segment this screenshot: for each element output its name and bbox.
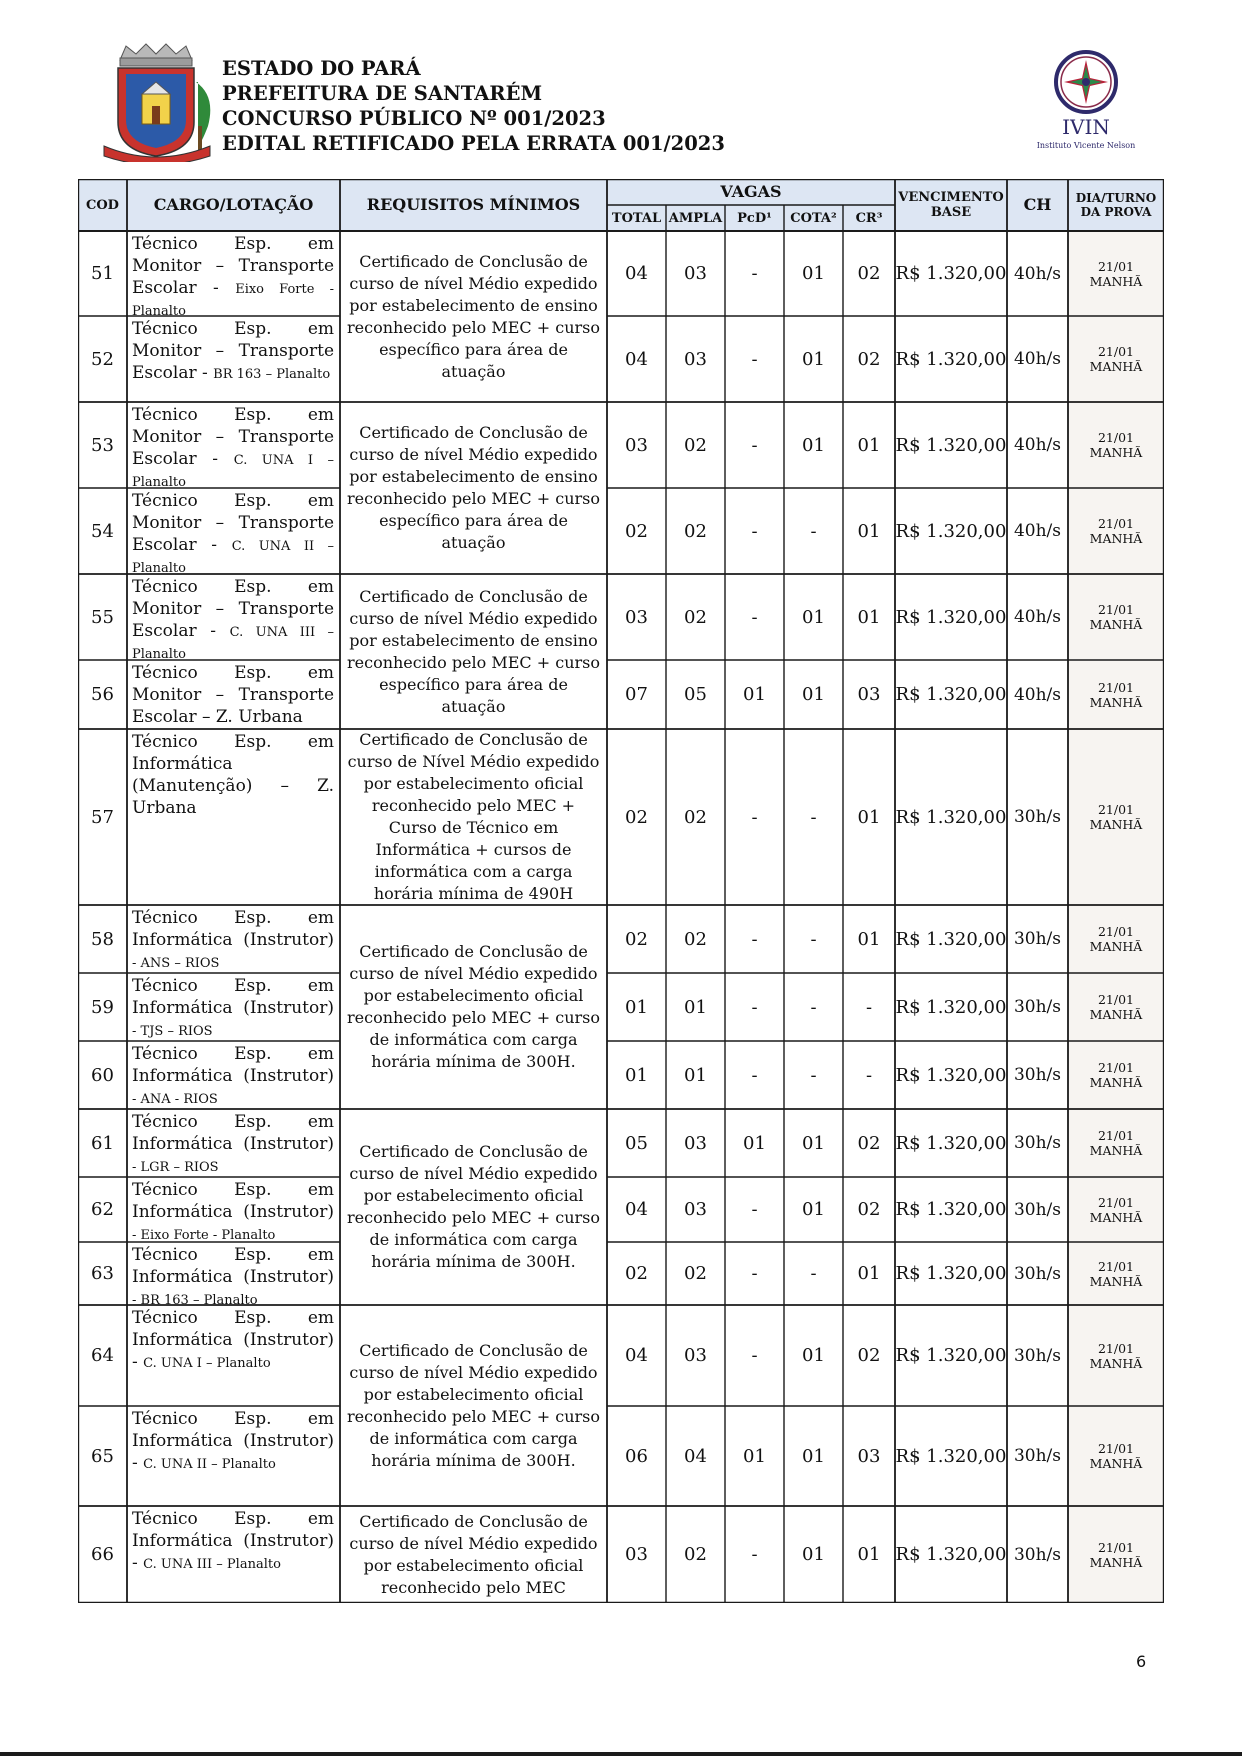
cell-requisitos: Certificado de Conclusão de curso de nível Médio expedido por estabelecimento de ensino reconhecido pelo MEC + curso específico para área de atuação bbox=[346, 251, 600, 381]
cargo-title: Técnico Esp. em Monitor – Transporte Escolar – Z. Urbana bbox=[132, 663, 334, 727]
cell-cr: 01 bbox=[857, 1544, 881, 1565]
header-contest: CONCURSO PÚBLICO Nº 001/2023 bbox=[222, 107, 606, 130]
cell-ampla: 02 bbox=[684, 1544, 707, 1565]
cell-ch: 30h/s bbox=[1013, 1065, 1062, 1085]
dia-date: 21/01 bbox=[1097, 802, 1135, 817]
cargo-title: Técnico Esp. em Informática (Instrutor) bbox=[132, 1044, 334, 1086]
ivin-logo-subtext: Instituto Vicente Nelson bbox=[1036, 141, 1136, 150]
cell-ch: 40h/s bbox=[1013, 435, 1062, 455]
cell-cota: 01 bbox=[802, 684, 825, 705]
cell-ch: 30h/s bbox=[1013, 1446, 1062, 1466]
cell-cr: 02 bbox=[857, 263, 881, 284]
cell-ampla: 03 bbox=[684, 1132, 707, 1154]
cell-cota: 01 bbox=[802, 1199, 825, 1220]
cargo-title: Técnico Esp. em Monitor – Transporte Escolar - bbox=[132, 319, 334, 383]
cell-cod: 63 bbox=[91, 1263, 114, 1284]
cell-ampla: 02 bbox=[684, 606, 707, 628]
vacancies-table bbox=[78, 179, 1164, 1603]
cargo-title: Técnico Esp. em Informática (Instrutor) - bbox=[132, 1409, 334, 1473]
cargo-lotacao: - Eixo Forte - Planalto bbox=[132, 1228, 276, 1242]
dia-date: 21/01 bbox=[1097, 992, 1135, 1007]
cell-vencimento: R$ 1.320,00 bbox=[895, 263, 1007, 284]
cell-pcd: 01 bbox=[743, 1132, 766, 1154]
cell-cota: 01 bbox=[802, 348, 825, 370]
cell-cota: 01 bbox=[802, 434, 825, 456]
cell-vencimento: R$ 1.320,00 bbox=[895, 1132, 1007, 1154]
cell-ch: 30h/s bbox=[1013, 1544, 1062, 1565]
cell-pcd: - bbox=[751, 1064, 758, 1086]
cell-ch: 30h/s bbox=[1013, 997, 1062, 1017]
cargo-title: Técnico Esp. em Monitor – Transporte Escolar - bbox=[132, 491, 334, 555]
cell-vencimento: R$ 1.320,00 bbox=[895, 1263, 1007, 1284]
header-dia-turno: DIA/TURNO DA PROVA bbox=[1075, 191, 1157, 219]
cell-cota: - bbox=[810, 928, 817, 950]
header-ampla: AMPLA bbox=[668, 210, 723, 226]
cell-dia-turno bbox=[1068, 316, 1164, 402]
header-edital: EDITAL RETIFICADO PELA ERRATA 001/2023 bbox=[222, 132, 725, 155]
cell-cod: 58 bbox=[91, 928, 114, 950]
cargo-lotacao: C. UNA III – Planalto bbox=[143, 1557, 281, 1572]
cell-vencimento: R$ 1.320,00 bbox=[895, 606, 1007, 628]
cell-pcd: - bbox=[751, 1263, 758, 1284]
cell-pcd: - bbox=[751, 1544, 758, 1565]
cell-cod: 51 bbox=[91, 263, 114, 284]
cell-total: 03 bbox=[625, 434, 648, 456]
cell-ampla: 02 bbox=[684, 806, 707, 828]
cell-total: 03 bbox=[625, 1544, 648, 1565]
cell-total: 06 bbox=[625, 1445, 648, 1467]
cell-vencimento: R$ 1.320,00 bbox=[895, 1445, 1007, 1467]
cell-dia-turno bbox=[1068, 1109, 1164, 1177]
cell-cr: - bbox=[865, 996, 873, 1018]
cell-requisitos: Certificado de Conclusão de curso de nível Médio expedido por estabelecimento oficial reconhecido pelo MEC + curso de informática com carga horária mínima de 300H. bbox=[346, 1340, 600, 1470]
cargo-title: Técnico Esp. em Informática (Instrutor) bbox=[132, 1180, 334, 1222]
cell-cr: 01 bbox=[857, 606, 881, 628]
cell-cargo bbox=[127, 488, 340, 574]
header-prefecture: PREFEITURA DE SANTARÉM bbox=[222, 82, 543, 105]
dia-turno: MANHÃ bbox=[1089, 273, 1143, 289]
cell-cota: - bbox=[810, 996, 817, 1018]
cell-pcd: - bbox=[751, 348, 758, 370]
cell-cargo bbox=[127, 1242, 340, 1305]
cell-pcd: - bbox=[751, 1345, 758, 1366]
cell-total: 04 bbox=[625, 348, 648, 370]
header-cota: COTA² bbox=[790, 210, 837, 226]
cargo-lotacao: C. UNA II – Planalto bbox=[132, 539, 334, 574]
cell-cod: 65 bbox=[91, 1445, 114, 1467]
cell-cod: 55 bbox=[91, 606, 114, 628]
dia-date: 21/01 bbox=[1097, 1128, 1135, 1143]
cell-total: 01 bbox=[625, 996, 648, 1018]
dia-turno: MANHÃ bbox=[1089, 1554, 1143, 1570]
cell-ampla: 03 bbox=[684, 1199, 707, 1220]
cell-cargo bbox=[127, 1305, 340, 1406]
ivin-logo-text: IVIN bbox=[1062, 115, 1110, 139]
cell-cr: 02 bbox=[857, 1345, 881, 1366]
cargo-lotacao: Eixo Forte - Planalto bbox=[132, 282, 334, 316]
cell-cargo bbox=[127, 231, 340, 316]
cell-pcd: 01 bbox=[743, 1445, 766, 1467]
cell-requisitos: Certificado de Conclusão de curso de nível Médio expedido por estabelecimento oficial reconhecido pelo MEC + curso de informática com carga horária mínima de 300H. bbox=[346, 942, 600, 1071]
cargo-title: Técnico Esp. em Monitor – Transporte Escolar - bbox=[132, 577, 334, 641]
dia-date: 21/01 bbox=[1097, 258, 1135, 274]
cargo-title: Técnico Esp. em Informática (Instrutor) - bbox=[132, 1308, 334, 1372]
dia-turno: MANHÃ bbox=[1089, 694, 1143, 710]
cell-ampla: 02 bbox=[684, 928, 707, 950]
cell-cr: 02 bbox=[857, 1199, 881, 1220]
cell-requisitos: Certificado de Conclusão de curso de nível Médio expedido por estabelecimento oficial reconhecido pelo MEC bbox=[349, 1511, 598, 1597]
header-cargo: CARGO/LOTAÇÃO bbox=[153, 195, 314, 214]
dia-turno: MANHÃ bbox=[1089, 1209, 1143, 1225]
page-number: 6 bbox=[1136, 1652, 1147, 1671]
cell-cod: 53 bbox=[91, 434, 114, 456]
cell-cota: 01 bbox=[802, 1445, 825, 1467]
cell-cota: - bbox=[810, 1064, 817, 1086]
dia-turno: MANHÃ bbox=[1089, 531, 1143, 546]
cell-pcd: - bbox=[751, 996, 758, 1018]
header-cr: CR³ bbox=[855, 210, 883, 226]
cell-cota: 01 bbox=[802, 263, 825, 284]
cell-total: 04 bbox=[625, 263, 648, 284]
cell-dia-turno bbox=[1068, 905, 1164, 973]
cell-total: 07 bbox=[625, 684, 648, 705]
cell-total: 05 bbox=[625, 1132, 648, 1154]
cell-dia-turno bbox=[1068, 488, 1164, 574]
cell-requisitos: Certificado de Conclusão de curso de nível Médio expedido por estabelecimento de ensino reconhecido pelo MEC + curso específico para área de atuação bbox=[346, 423, 600, 552]
cell-cr: 01 bbox=[857, 520, 881, 542]
cell-cr: 01 bbox=[857, 434, 881, 456]
document-header bbox=[222, 56, 725, 156]
cell-cargo bbox=[127, 660, 340, 729]
cell-total: 01 bbox=[625, 1064, 648, 1086]
cargo-lotacao: C. UNA I – Planalto bbox=[132, 453, 334, 488]
dia-turno: MANHÃ bbox=[1089, 939, 1143, 954]
dia-date: 21/01 bbox=[1097, 516, 1135, 531]
cell-total: 02 bbox=[625, 520, 648, 542]
cell-ch: 30h/s bbox=[1013, 929, 1062, 949]
cell-ch: 40h/s bbox=[1013, 263, 1062, 284]
cell-vencimento: R$ 1.320,00 bbox=[895, 928, 1007, 950]
cell-total: 03 bbox=[625, 606, 648, 628]
cell-dia-turno bbox=[1068, 1242, 1164, 1305]
cell-dia-turno bbox=[1068, 660, 1164, 729]
dia-date: 21/01 bbox=[1097, 1060, 1135, 1075]
cargo-title: Técnico Esp. em Informática (Instrutor) bbox=[132, 1112, 334, 1154]
cell-ampla: 03 bbox=[684, 1345, 707, 1366]
dia-turno: MANHÃ bbox=[1089, 1273, 1143, 1289]
cargo-lotacao: C. UNA I – Planalto bbox=[143, 1356, 271, 1371]
cell-cota: 01 bbox=[802, 606, 825, 628]
cargo-lotacao: - ANA - RIOS bbox=[132, 1092, 218, 1107]
cargo-lotacao: - BR 163 – Planalto bbox=[132, 1293, 258, 1305]
dia-turno: MANHÃ bbox=[1089, 1007, 1143, 1022]
cell-pcd: - bbox=[751, 520, 758, 542]
cell-vencimento: R$ 1.320,00 bbox=[895, 520, 1007, 542]
dia-turno: MANHÃ bbox=[1089, 1355, 1143, 1371]
cargo-title: Técnico Esp. em Informática (Instrutor) bbox=[132, 976, 334, 1018]
cell-vencimento: R$ 1.320,00 bbox=[895, 1544, 1007, 1565]
cell-dia-turno bbox=[1068, 574, 1164, 660]
header-state: ESTADO DO PARÁ bbox=[222, 57, 421, 80]
dia-turno: MANHÃ bbox=[1089, 617, 1143, 632]
cell-pcd: - bbox=[751, 263, 758, 284]
cell-ampla: 03 bbox=[684, 348, 707, 370]
cell-dia-turno bbox=[1068, 231, 1164, 316]
cell-cod: 59 bbox=[91, 996, 114, 1018]
cell-total: 02 bbox=[625, 928, 648, 950]
cell-cr: 01 bbox=[857, 806, 881, 828]
cell-total: 02 bbox=[625, 1263, 648, 1284]
cell-ch: 30h/s bbox=[1013, 807, 1062, 827]
cell-ch: 30h/s bbox=[1013, 1199, 1062, 1220]
dia-date: 21/01 bbox=[1097, 602, 1135, 617]
cell-cr: 02 bbox=[857, 1132, 881, 1154]
header-total: TOTAL bbox=[611, 210, 662, 226]
cell-dia-turno bbox=[1068, 402, 1164, 488]
cell-cod: 62 bbox=[91, 1199, 114, 1220]
cell-cod: 52 bbox=[91, 348, 114, 370]
ivin-logo bbox=[1034, 44, 1146, 154]
cell-cod: 54 bbox=[91, 520, 114, 542]
cell-cargo bbox=[127, 973, 340, 1041]
cargo-title: Técnico Esp. em Informática (Instrutor) bbox=[132, 1245, 334, 1287]
cell-dia-turno bbox=[1068, 1041, 1164, 1109]
cargo-lotacao: - ANS – RIOS bbox=[132, 956, 220, 971]
dia-date: 21/01 bbox=[1097, 1340, 1135, 1356]
cell-vencimento: R$ 1.320,00 bbox=[895, 1064, 1007, 1086]
cell-ampla: 01 bbox=[684, 996, 707, 1018]
cell-requisitos: Certificado de Conclusão de curso de nível Médio expedido por estabelecimento de ensino reconhecido pelo MEC + curso específico para área de atuação bbox=[346, 586, 600, 716]
cell-ampla: 02 bbox=[684, 1263, 707, 1284]
santarem-coat-of-arms-logo bbox=[98, 42, 216, 162]
dia-turno: MANHÃ bbox=[1089, 1456, 1143, 1471]
cargo-title: Técnico Esp. em Informática (Instrutor) bbox=[132, 908, 334, 950]
cell-cargo bbox=[127, 574, 340, 660]
cell-cr: 01 bbox=[857, 1263, 881, 1284]
cell-dia-turno bbox=[1068, 1406, 1164, 1506]
cell-dia-turno bbox=[1068, 973, 1164, 1041]
cargo-title: Técnico Esp. em Informática (Manutenção) – Z. Urbana bbox=[132, 732, 334, 818]
cell-ampla: 02 bbox=[684, 434, 707, 456]
cell-total: 02 bbox=[625, 806, 648, 828]
cargo-lotacao: - LGR – RIOS bbox=[132, 1160, 219, 1175]
cell-cargo bbox=[127, 402, 340, 488]
cell-cargo bbox=[127, 316, 340, 402]
cell-pcd: 01 bbox=[743, 684, 766, 705]
cell-ch: 40h/s bbox=[1013, 684, 1062, 705]
cell-dia-turno bbox=[1068, 729, 1164, 905]
cell-vencimento: R$ 1.320,00 bbox=[895, 684, 1007, 705]
dia-turno: MANHÃ bbox=[1089, 359, 1143, 374]
cell-ch: 30h/s bbox=[1013, 1345, 1062, 1366]
cell-vencimento: R$ 1.320,00 bbox=[895, 434, 1007, 456]
cell-cr: 02 bbox=[857, 348, 881, 370]
cell-cod: 60 bbox=[91, 1064, 114, 1086]
cell-pcd: - bbox=[751, 606, 758, 628]
cell-dia-turno bbox=[1068, 1177, 1164, 1242]
cell-ampla: 04 bbox=[684, 1445, 707, 1467]
dia-turno: MANHÃ bbox=[1089, 1075, 1143, 1090]
cell-ch: 30h/s bbox=[1013, 1263, 1062, 1284]
cargo-title: Técnico Esp. em Informática (Instrutor) - bbox=[132, 1509, 334, 1573]
cell-cota: - bbox=[810, 520, 817, 542]
dia-turno: MANHÃ bbox=[1089, 445, 1143, 460]
cell-cod: 57 bbox=[91, 806, 114, 828]
cell-ch: 40h/s bbox=[1013, 521, 1062, 541]
cargo-lotacao: C. UNA II – Planalto bbox=[143, 1457, 276, 1472]
cell-cota: - bbox=[810, 1263, 817, 1284]
cell-requisitos: Certificado de Conclusão de curso de nível Médio expedido por estabelecimento oficial reconhecido pelo MEC + curso de informática com carga horária mínima de 300H. bbox=[346, 1142, 600, 1271]
bottom-rule bbox=[0, 1752, 1242, 1756]
dia-date: 21/01 bbox=[1097, 344, 1135, 359]
dia-date: 21/01 bbox=[1097, 679, 1135, 695]
dia-date: 21/01 bbox=[1097, 1194, 1135, 1210]
cell-pcd: - bbox=[751, 1199, 758, 1220]
dia-date: 21/01 bbox=[1097, 924, 1135, 939]
cell-vencimento: R$ 1.320,00 bbox=[895, 996, 1007, 1018]
cell-cargo bbox=[127, 1109, 340, 1177]
cell-ampla: 02 bbox=[684, 520, 707, 542]
cell-cr: 01 bbox=[857, 928, 881, 950]
cell-cargo bbox=[127, 905, 340, 973]
cell-cota: - bbox=[810, 806, 817, 828]
cell-ampla: 03 bbox=[684, 263, 707, 284]
header-ch: CH bbox=[1023, 195, 1052, 214]
cell-ampla: 01 bbox=[684, 1064, 707, 1086]
cell-cargo bbox=[127, 1041, 340, 1109]
cell-pcd: - bbox=[751, 928, 758, 950]
cell-pcd: - bbox=[751, 806, 758, 828]
cell-cr: 03 bbox=[857, 1445, 881, 1467]
cell-ch: 30h/s bbox=[1013, 1133, 1062, 1153]
cell-cargo bbox=[127, 1506, 340, 1603]
cell-ch: 40h/s bbox=[1013, 349, 1062, 369]
cell-requisitos: Certificado de Conclusão de curso de Nível Médio expedido por estabelecimento oficial reconhecido pelo MEC + Curso de Técnico em Informática + cursos de informática com a carga horária mínima de 490H bbox=[347, 730, 600, 903]
cell-vencimento: R$ 1.320,00 bbox=[895, 348, 1007, 370]
cell-cota: 01 bbox=[802, 1345, 825, 1366]
cell-vencimento: R$ 1.320,00 bbox=[895, 1199, 1007, 1220]
cell-cod: 64 bbox=[91, 1345, 114, 1366]
cell-dia-turno bbox=[1068, 1506, 1164, 1603]
cargo-title: Técnico Esp. em Monitor – Transporte Escolar - bbox=[132, 405, 334, 469]
cargo-lotacao: C. UNA III – Planalto bbox=[132, 625, 335, 660]
cell-ch: 40h/s bbox=[1013, 607, 1062, 627]
header-vencimento: VENCIMENTO BASE bbox=[898, 190, 1004, 220]
cell-cod: 61 bbox=[91, 1132, 114, 1154]
cell-vencimento: R$ 1.320,00 bbox=[895, 806, 1007, 828]
dia-turno: MANHÃ bbox=[1089, 817, 1143, 832]
cell-cargo bbox=[127, 1177, 340, 1242]
dia-date: 21/01 bbox=[1097, 1539, 1135, 1555]
cell-ampla: 05 bbox=[684, 684, 707, 705]
cargo-lotacao: BR 163 – Planalto bbox=[213, 367, 331, 382]
cell-total: 04 bbox=[625, 1345, 648, 1366]
dia-date: 21/01 bbox=[1097, 1441, 1135, 1456]
cell-cod: 56 bbox=[91, 684, 114, 705]
dia-turno: MANHÃ bbox=[1089, 1143, 1143, 1158]
cell-cr: 03 bbox=[857, 684, 881, 705]
header-cod: COD bbox=[86, 197, 119, 213]
cell-cr: - bbox=[865, 1064, 873, 1086]
cargo-lotacao: - TJS – RIOS bbox=[132, 1024, 213, 1039]
cell-vencimento: R$ 1.320,00 bbox=[895, 1345, 1007, 1366]
dia-date: 21/01 bbox=[1097, 430, 1135, 445]
cell-cargo bbox=[127, 729, 340, 905]
dia-date: 21/01 bbox=[1097, 1258, 1135, 1274]
header-vagas: VAGAS bbox=[720, 182, 782, 201]
cargo-title: Técnico Esp. em Monitor – Transporte Escolar - bbox=[132, 234, 334, 298]
cell-pcd: - bbox=[751, 434, 758, 456]
cell-cota: 01 bbox=[802, 1544, 825, 1565]
cell-total: 04 bbox=[625, 1199, 648, 1220]
header-requisitos: REQUISITOS MÍNIMOS bbox=[366, 195, 581, 214]
header-pcd: PcD¹ bbox=[737, 210, 772, 226]
cell-dia-turno bbox=[1068, 1305, 1164, 1406]
cell-cargo bbox=[127, 1406, 340, 1506]
cell-cota: 01 bbox=[802, 1132, 825, 1154]
cell-cod: 66 bbox=[91, 1544, 114, 1565]
